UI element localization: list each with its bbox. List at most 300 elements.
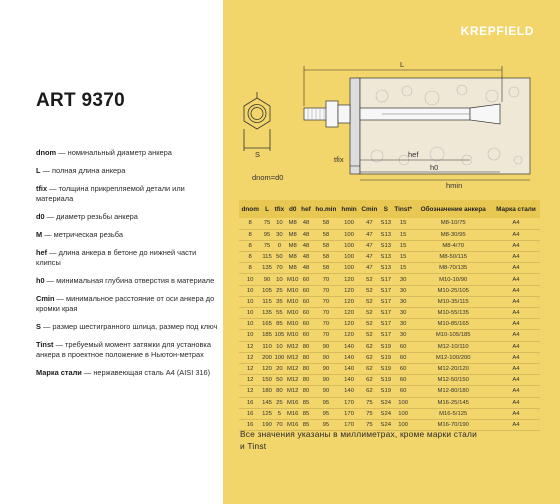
- table-cell: 10: [239, 319, 261, 330]
- definition-text: — номинальный диаметр анкера: [56, 148, 172, 157]
- table-cell: 70: [313, 285, 339, 296]
- table-header-row: [239, 200, 540, 218]
- table-cell: M16-70/190: [414, 419, 491, 430]
- dim-label-h0: h0: [430, 163, 439, 172]
- table-cell: M8: [286, 263, 299, 274]
- table-cell: 30: [392, 308, 415, 319]
- table-cell: 16: [239, 408, 261, 419]
- definition-term: h0: [36, 276, 45, 285]
- table-cell: 60: [392, 375, 415, 386]
- table-cell: A4: [492, 263, 540, 274]
- table-cell: M10: [286, 274, 299, 285]
- table-cell: M10-10/90: [414, 274, 491, 285]
- definition-text: — полная длина анкера: [40, 166, 126, 175]
- table-cell: 60: [392, 386, 415, 397]
- table-cell: 16: [239, 419, 261, 430]
- definition-item: [36, 166, 222, 176]
- table-cell: A4: [492, 352, 540, 363]
- table-row: [239, 352, 540, 363]
- table-cell: S24: [380, 408, 392, 419]
- table-cell: M8: [286, 252, 299, 263]
- table-cell: S19: [380, 363, 392, 374]
- table-cell: 140: [339, 386, 359, 397]
- definition-item: [36, 248, 222, 268]
- table-cell: M16: [286, 419, 299, 430]
- table-cell: 58: [313, 263, 339, 274]
- table-cell: 52: [359, 296, 380, 307]
- table-row: [239, 274, 540, 285]
- definition-term: tfix: [36, 184, 48, 193]
- table-cell: M10-105/185: [414, 330, 491, 341]
- table-row: [239, 330, 540, 341]
- table-cell: 48: [299, 252, 312, 263]
- definition-term: Марка стали: [36, 368, 82, 377]
- table-cell: 80: [299, 341, 312, 352]
- table-cell: S13: [380, 218, 392, 229]
- units-note: Все значения указаны в миллиметрах, кроме марки стали и Tinst: [240, 429, 477, 451]
- table-row: [239, 319, 540, 330]
- table-cell: 10: [239, 285, 261, 296]
- table-cell: 15: [392, 263, 415, 274]
- table-cell: A4: [492, 296, 540, 307]
- table-cell: 8: [239, 218, 261, 229]
- table-cell: M12-50/150: [414, 375, 491, 386]
- table-row: [239, 408, 540, 419]
- table-cell: 15: [392, 252, 415, 263]
- table-row: [239, 308, 540, 319]
- table-cell: S19: [380, 341, 392, 352]
- table-cell: M8-4/70: [414, 240, 491, 251]
- table-cell: 100: [339, 218, 359, 229]
- table-cell: 125: [261, 408, 272, 419]
- dim-label-hef: hef: [408, 150, 419, 159]
- table-cell: M10: [286, 296, 299, 307]
- table-cell: 75: [359, 397, 380, 408]
- table-cell: 165: [261, 319, 272, 330]
- table-cell: 60: [299, 308, 312, 319]
- table-cell: 100: [273, 352, 286, 363]
- table-cell: M8: [286, 218, 299, 229]
- dim-label-l: L: [400, 60, 405, 69]
- table-cell: S17: [380, 308, 392, 319]
- table-cell: 48: [299, 218, 312, 229]
- table-cell: 70: [313, 308, 339, 319]
- definition-text: — длина анкера в бетоне до нижней части клипсы: [36, 248, 197, 267]
- table-cell: 105: [261, 285, 272, 296]
- table-cell: 140: [339, 363, 359, 374]
- table-cell: S13: [380, 229, 392, 240]
- table-cell: 170: [339, 419, 359, 430]
- table-cell: 20: [273, 363, 286, 374]
- table-cell: 100: [392, 408, 415, 419]
- definition-item: [36, 368, 222, 378]
- table-cell: 25: [273, 397, 286, 408]
- table-cell: 52: [359, 274, 380, 285]
- column-header: ho.min: [313, 200, 339, 218]
- table-cell: 135: [261, 308, 272, 319]
- left-panel: [0, 0, 223, 504]
- table-cell: 75: [261, 240, 272, 251]
- table-cell: 90: [313, 352, 339, 363]
- table-cell: 90: [313, 386, 339, 397]
- table-cell: 100: [392, 419, 415, 430]
- table-cell: A4: [492, 218, 540, 229]
- table-cell: S24: [380, 419, 392, 430]
- table-cell: 140: [339, 375, 359, 386]
- table-row: [239, 296, 540, 307]
- table-cell: 10: [239, 330, 261, 341]
- definition-item: [36, 322, 222, 332]
- table-cell: S17: [380, 296, 392, 307]
- table-cell: S13: [380, 252, 392, 263]
- table-cell: M10-35/115: [414, 296, 491, 307]
- definition-term: Tinst: [36, 340, 54, 349]
- table-cell: M12-20/120: [414, 363, 491, 374]
- table-cell: 100: [339, 263, 359, 274]
- table-cell: 185: [261, 330, 272, 341]
- table-cell: S13: [380, 263, 392, 274]
- table-cell: 47: [359, 252, 380, 263]
- definition-term: Cmin: [36, 294, 55, 303]
- table-cell: M10-25/105: [414, 285, 491, 296]
- table-cell: 15: [392, 229, 415, 240]
- table-cell: 8: [239, 263, 261, 274]
- table-cell: M16: [286, 408, 299, 419]
- table-cell: 55: [273, 308, 286, 319]
- table-cell: 58: [313, 240, 339, 251]
- table-cell: 70: [313, 296, 339, 307]
- table-cell: 8: [239, 229, 261, 240]
- table-cell: S17: [380, 330, 392, 341]
- column-header: hef: [299, 200, 312, 218]
- table-cell: 50: [273, 375, 286, 386]
- definition-text: — размер шестигранного шлица, размер под ключ: [40, 322, 218, 331]
- table-cell: 62: [359, 341, 380, 352]
- table-cell: 47: [359, 229, 380, 240]
- table-row: [239, 285, 540, 296]
- table-cell: M8-30/95: [414, 229, 491, 240]
- table-cell: 10: [239, 274, 261, 285]
- table-cell: 60: [299, 330, 312, 341]
- fixture-plate: [350, 78, 360, 174]
- table-cell: 115: [261, 252, 272, 263]
- table-cell: 70: [313, 319, 339, 330]
- table-cell: M10: [286, 308, 299, 319]
- table-cell: 47: [359, 240, 380, 251]
- table-cell: 120: [339, 274, 359, 285]
- table-cell: 8: [239, 252, 261, 263]
- table-cell: M12-10/110: [414, 341, 491, 352]
- table-cell: M10: [286, 330, 299, 341]
- definition-text: — минимальная глубина отверстия в материале: [44, 276, 215, 285]
- definition-text: — минимальное расстояние от оси анкера до кромки края: [36, 294, 215, 313]
- table-cell: 135: [261, 263, 272, 274]
- table-cell: 170: [339, 408, 359, 419]
- definition-item: [36, 184, 222, 204]
- table-cell: 60: [392, 352, 415, 363]
- definition-text: — требуемый момент затяжки для установка анкера в проектное положение в Ньютон-метрах: [36, 340, 211, 359]
- table-row: [239, 386, 540, 397]
- table-cell: A4: [492, 319, 540, 330]
- table-cell: 12: [239, 352, 261, 363]
- table-cell: 120: [339, 330, 359, 341]
- table-cell: 70: [313, 274, 339, 285]
- table-cell: 15: [392, 218, 415, 229]
- definition-term: d0: [36, 212, 45, 221]
- table-cell: 95: [261, 229, 272, 240]
- definition-term: S: [36, 322, 41, 331]
- dim-label-dnom: dnom=d0: [252, 173, 284, 182]
- table-cell: 58: [313, 218, 339, 229]
- definition-term: L: [36, 166, 41, 175]
- table-cell: A4: [492, 408, 540, 419]
- table-cell: A4: [492, 274, 540, 285]
- table-cell: 15: [392, 240, 415, 251]
- table-cell: 80: [299, 386, 312, 397]
- table-cell: 0: [273, 240, 286, 251]
- table-cell: 62: [359, 352, 380, 363]
- definition-item: [36, 294, 222, 314]
- table-cell: 190: [261, 419, 272, 430]
- table-cell: 75: [261, 218, 272, 229]
- table-cell: 100: [339, 240, 359, 251]
- table-cell: S17: [380, 274, 392, 285]
- table-cell: 62: [359, 386, 380, 397]
- table-cell: 60: [299, 319, 312, 330]
- table-cell: 120: [339, 308, 359, 319]
- table-cell: 30: [392, 330, 415, 341]
- table-cell: 30: [392, 296, 415, 307]
- table-cell: 47: [359, 218, 380, 229]
- table-cell: 12: [239, 341, 261, 352]
- table-cell: 8: [239, 240, 261, 251]
- table-cell: A4: [492, 308, 540, 319]
- table-cell: 12: [239, 386, 261, 397]
- table-cell: 52: [359, 319, 380, 330]
- table-cell: 70: [273, 263, 286, 274]
- table-cell: 10: [273, 341, 286, 352]
- table-cell: 12: [239, 375, 261, 386]
- table-cell: 90: [313, 341, 339, 352]
- column-header: hmin: [339, 200, 359, 218]
- table-cell: 48: [299, 263, 312, 274]
- table-cell: 150: [261, 375, 272, 386]
- table-cell: 30: [392, 319, 415, 330]
- table-row: [239, 397, 540, 408]
- table-cell: 47: [359, 263, 380, 274]
- table-cell: 80: [299, 352, 312, 363]
- table-cell: 200: [261, 352, 272, 363]
- table-cell: 60: [299, 274, 312, 285]
- definitions-list: [36, 148, 222, 386]
- table-cell: 58: [313, 229, 339, 240]
- table-row: [239, 375, 540, 386]
- table-cell: A4: [492, 240, 540, 251]
- table-cell: 60: [299, 285, 312, 296]
- table-row: [239, 240, 540, 251]
- table-cell: S17: [380, 319, 392, 330]
- table-cell: A4: [492, 375, 540, 386]
- table-row: [239, 263, 540, 274]
- table-cell: 95: [313, 408, 339, 419]
- hex-nut-end-view: [244, 92, 270, 151]
- table-cell: 58: [313, 252, 339, 263]
- definition-text: — толщина прикрепляемой детали или материала: [36, 184, 185, 203]
- table-row: [239, 363, 540, 374]
- table-cell: S19: [380, 386, 392, 397]
- table-cell: M12: [286, 363, 299, 374]
- table-cell: 52: [359, 285, 380, 296]
- column-header: d0: [286, 200, 299, 218]
- definition-item: [36, 276, 222, 286]
- table-cell: 85: [299, 397, 312, 408]
- table-cell: 52: [359, 330, 380, 341]
- table-cell: 90: [313, 363, 339, 374]
- table-cell: 10: [239, 308, 261, 319]
- table-cell: 140: [339, 341, 359, 352]
- column-header: dnom: [239, 200, 261, 218]
- definition-term: dnom: [36, 148, 57, 157]
- table-cell: A4: [492, 341, 540, 352]
- table-cell: 60: [392, 341, 415, 352]
- table-row: [239, 341, 540, 352]
- definition-term: M: [36, 230, 43, 239]
- table-cell: 85: [273, 319, 286, 330]
- table-cell: 100: [339, 229, 359, 240]
- column-header: S: [380, 200, 392, 218]
- definition-item: [36, 340, 222, 360]
- table-cell: 85: [299, 408, 312, 419]
- table-cell: 120: [339, 285, 359, 296]
- table-cell: 115: [261, 296, 272, 307]
- table-cell: 52: [359, 308, 380, 319]
- table-cell: 60: [392, 363, 415, 374]
- table-cell: A4: [492, 419, 540, 430]
- definition-item: [36, 212, 222, 222]
- column-header: Обозначение анкера: [414, 200, 491, 218]
- table-row: [239, 229, 540, 240]
- table-cell: M10-85/165: [414, 319, 491, 330]
- definition-item: [36, 230, 222, 240]
- table-cell: 75: [359, 408, 380, 419]
- table-cell: 120: [339, 319, 359, 330]
- dim-label-tfix: tfix: [334, 155, 344, 164]
- table-cell: S13: [380, 240, 392, 251]
- column-header: L: [261, 200, 272, 218]
- definition-text: — нержавеющая сталь А4 (AISI 316): [81, 368, 211, 377]
- table-cell: 48: [299, 240, 312, 251]
- table-cell: 35: [273, 296, 286, 307]
- table-cell: 62: [359, 363, 380, 374]
- table-row: [239, 252, 540, 263]
- table-cell: A4: [492, 285, 540, 296]
- table-cell: 110: [261, 341, 272, 352]
- definition-term: hef: [36, 248, 48, 257]
- specs-table: [239, 200, 540, 431]
- table-cell: M12-100/200: [414, 352, 491, 363]
- table-cell: 5: [273, 408, 286, 419]
- table-cell: 30: [273, 229, 286, 240]
- table-cell: M16-25/145: [414, 397, 491, 408]
- table-cell: 105: [273, 330, 286, 341]
- table-cell: M16: [286, 397, 299, 408]
- table-cell: 70: [273, 419, 286, 430]
- table-cell: 30: [392, 285, 415, 296]
- table-cell: 90: [313, 375, 339, 386]
- table-cell: 90: [261, 274, 272, 285]
- definition-item: [36, 148, 222, 158]
- table-cell: 180: [261, 386, 272, 397]
- table-cell: 10: [273, 274, 286, 285]
- table-cell: 25: [273, 285, 286, 296]
- table-cell: 80: [299, 375, 312, 386]
- table-cell: 16: [239, 397, 261, 408]
- table-cell: 95: [313, 397, 339, 408]
- table-cell: M16-5/125: [414, 408, 491, 419]
- column-header: Марка стали: [492, 200, 540, 218]
- table-cell: 140: [339, 352, 359, 363]
- anchor-technical-drawing: [232, 56, 542, 196]
- table-row: [239, 218, 540, 229]
- table-cell: A4: [492, 363, 540, 374]
- table-cell: 100: [339, 252, 359, 263]
- table-cell: M10: [286, 285, 299, 296]
- table-cell: M12: [286, 352, 299, 363]
- table-cell: 62: [359, 375, 380, 386]
- table-cell: 50: [273, 252, 286, 263]
- table-cell: A4: [492, 229, 540, 240]
- table-cell: M8: [286, 229, 299, 240]
- table-cell: 120: [339, 296, 359, 307]
- table-cell: M12: [286, 375, 299, 386]
- table-cell: 70: [313, 330, 339, 341]
- table-cell: M8-50/115: [414, 252, 491, 263]
- table-cell: 75: [359, 419, 380, 430]
- column-header: Cmin: [359, 200, 380, 218]
- table-cell: 145: [261, 397, 272, 408]
- table-cell: 170: [339, 397, 359, 408]
- concrete-block: [360, 78, 530, 174]
- column-header: Tinst*: [392, 200, 415, 218]
- table-cell: 120: [261, 363, 272, 374]
- brand-logo: KREPFIELD: [460, 24, 534, 38]
- table-cell: A4: [492, 397, 540, 408]
- table-body: [239, 218, 540, 431]
- table-cell: A4: [492, 330, 540, 341]
- table-cell: S19: [380, 352, 392, 363]
- table-cell: S19: [380, 375, 392, 386]
- table-cell: 80: [273, 386, 286, 397]
- dim-label-hmin: hmin: [446, 181, 463, 190]
- table-cell: M8-70/135: [414, 263, 491, 274]
- column-header: tfix: [273, 200, 286, 218]
- table-cell: 10: [239, 296, 261, 307]
- page-title: ART 9370: [36, 90, 125, 111]
- table-cell: A4: [492, 252, 540, 263]
- table-cell: S17: [380, 285, 392, 296]
- table-cell: M12: [286, 386, 299, 397]
- table-cell: 100: [392, 397, 415, 408]
- table-cell: M8-10/75: [414, 218, 491, 229]
- table-cell: 10: [273, 218, 286, 229]
- dim-label-s: S: [255, 150, 261, 159]
- table-cell: 95: [313, 419, 339, 430]
- definition-text: — диаметр резьбы анкера: [44, 212, 138, 221]
- table-cell: 60: [299, 296, 312, 307]
- table-cell: 85: [299, 419, 312, 430]
- table-cell: 80: [299, 363, 312, 374]
- table-cell: 48: [299, 229, 312, 240]
